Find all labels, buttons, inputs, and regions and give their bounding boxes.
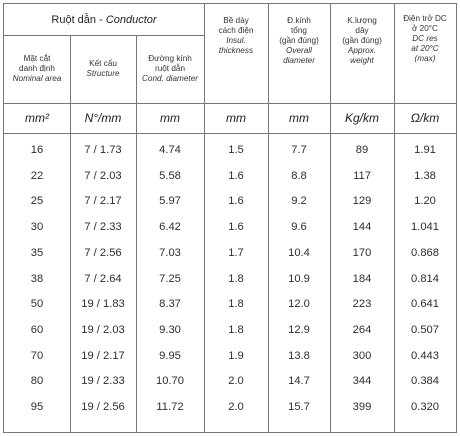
cell-overall: 15.7: [288, 401, 310, 413]
cell-overall: 7.7: [291, 144, 307, 156]
cell-resistance: 0.443: [411, 349, 439, 362]
cell-weight: 223: [352, 298, 372, 311]
cell-resistance: 0.384: [411, 375, 439, 388]
cell-insul: 2.0: [228, 401, 244, 413]
cell-insul: 1.5: [228, 144, 244, 156]
cell-weight: 184: [352, 272, 372, 285]
conductor-vn: Ruột dẫn: [51, 13, 97, 26]
cell-resistance: 1.20: [414, 195, 436, 208]
cell-weight: 117: [353, 169, 371, 182]
unit-resistance: Ω/km: [410, 111, 440, 125]
cell-cond_diam: 7.25: [159, 272, 181, 285]
cell-area: 16: [30, 144, 44, 156]
header-overall-diameter: Đ.kính tổng (gần đúng) Overall diameter: [279, 16, 319, 65]
unit-structure: N°/mm: [84, 111, 122, 125]
header-structure: Kết cấu Structure: [86, 59, 120, 78]
unit-area: mm²: [25, 111, 49, 125]
cell-area: 95: [30, 401, 44, 413]
cell-overall: 10.9: [288, 272, 310, 285]
cell-resistance: 0.320: [411, 401, 439, 413]
cell-area: 25: [30, 195, 44, 208]
cell-overall: 12.9: [288, 323, 310, 336]
header-cond-diameter: Đường kính ruột dẫn Cond. diameter: [142, 54, 198, 83]
cell-cond_diam: 7.03: [159, 246, 181, 259]
cell-cond_diam: 8.37: [159, 298, 181, 311]
cell-cond_diam: 9.95: [159, 349, 181, 362]
cell-overall: 14.7: [288, 375, 310, 388]
cell-weight: 344: [352, 375, 372, 388]
cell-weight: 89: [355, 144, 369, 156]
cell-area: 22: [30, 169, 44, 182]
cell-cond_diam: 4.74: [159, 144, 181, 156]
cell-insul: 1.6: [228, 221, 244, 234]
cell-structure: 19 / 2.17: [81, 349, 125, 362]
cell-weight: 399: [352, 401, 372, 413]
header-nominal-area: Mặt cắt danh định Nominal area: [12, 54, 62, 83]
cell-structure: 19 / 2.03: [81, 323, 125, 336]
unit-cond-diameter: mm: [160, 111, 180, 125]
cell-insul: 1.7: [228, 246, 244, 259]
cell-area: 80: [30, 375, 44, 388]
cell-weight: 170: [352, 246, 372, 259]
cable-spec-table: [3, 3, 457, 433]
cell-cond_diam: 10.70: [156, 375, 184, 388]
cell-weight: 300: [352, 349, 372, 362]
cell-overall: 9.6: [291, 221, 307, 234]
conductor-en: Conductor: [105, 13, 157, 26]
cell-cond_diam: 5.58: [159, 169, 181, 182]
cell-area: 50: [30, 298, 44, 311]
cell-weight: 264: [352, 323, 372, 336]
cell-resistance: 1.91: [414, 144, 436, 156]
header-insul-thickness: Bề dày cách điện Insul. thickness: [218, 16, 254, 55]
cell-weight: 129: [352, 195, 372, 208]
cell-area: 60: [30, 323, 44, 336]
cell-overall: 10.4: [288, 246, 310, 259]
cell-structure: 7 / 1.73: [84, 144, 122, 156]
cell-structure: 7 / 2.64: [84, 272, 122, 285]
cell-cond_diam: 9.30: [159, 323, 181, 336]
cell-structure: 7 / 2.56: [84, 246, 122, 259]
cell-cond_diam: 6.42: [159, 221, 181, 234]
divider: [4, 133, 456, 134]
cell-overall: 13.8: [288, 349, 310, 362]
cell-structure: 19 / 1.83: [81, 298, 125, 311]
cell-cond_diam: 5.97: [159, 195, 181, 208]
unit-overall: mm: [289, 111, 309, 125]
cell-structure: 7 / 2.33: [84, 221, 122, 234]
header-dc-resistance: Điện trở DC ở 20°C DC res at 20°C (max): [403, 14, 447, 63]
cell-resistance: 0.814: [411, 272, 439, 285]
cell-resistance: 0.641: [411, 298, 439, 311]
cell-area: 30: [30, 221, 44, 234]
cell-structure: 19 / 2.33: [81, 375, 125, 388]
cell-overall: 12.0: [288, 298, 310, 311]
cell-insul: 1.8: [228, 298, 244, 311]
header-approx-weight: K.lượng dây (gần đúng) Approx. weight: [342, 16, 382, 65]
unit-insul: mm: [226, 111, 246, 125]
cell-area: 38: [30, 272, 44, 285]
cell-insul: 1.6: [228, 195, 244, 208]
conductor-group-header: Ruột dẫn - Conductor: [51, 13, 157, 26]
cell-structure: 7 / 2.17: [84, 195, 122, 208]
cell-insul: 1.8: [228, 272, 244, 285]
cell-resistance: 0.507: [411, 323, 439, 336]
cell-insul: 1.9: [228, 349, 244, 362]
cell-structure: 19 / 2.56: [81, 401, 125, 413]
cell-area: 70: [30, 349, 44, 362]
cell-insul: 1.8: [228, 323, 244, 336]
cell-insul: 2.0: [228, 375, 244, 388]
cell-structure: 7 / 2.03: [84, 169, 122, 182]
cell-area: 35: [30, 246, 44, 259]
unit-weight: Kg/km: [344, 111, 379, 125]
cell-weight: 144: [352, 221, 372, 234]
cell-insul: 1.6: [228, 169, 244, 182]
cell-overall: 8.8: [291, 169, 307, 182]
cell-cond_diam: 11.72: [156, 401, 184, 413]
cell-resistance: 1.38: [414, 169, 436, 182]
cell-overall: 9.2: [291, 195, 307, 208]
cell-resistance: 1.041: [411, 221, 439, 234]
cell-resistance: 0.868: [411, 246, 439, 259]
